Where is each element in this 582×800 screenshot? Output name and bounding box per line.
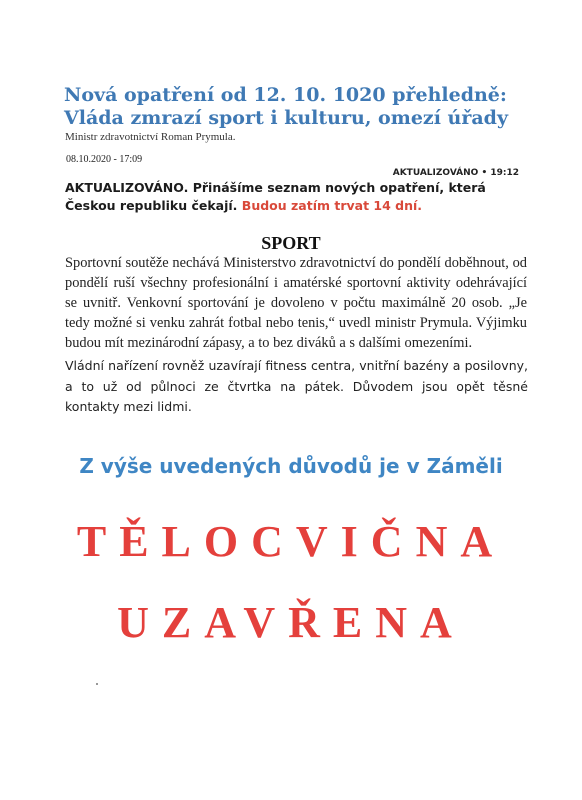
- publish-date: 08.10.2020 - 17:09: [66, 154, 143, 165]
- article-paragraph-1: Sportovní soutěže nechává Ministerstvo zdravotnictví do pondělí doběhnout, od pondělí ruší všechny profesionální i amatérské sportovní aktivity odehrávající se uvnitř. Venkovní sportování je dovoleno v počtu maximálně 20 osob. „Je tedy možné si venku zahrát fotbal nebo tenis,“ uvedl ministr Prymula. Výjimku budou mít mezinárodní zápasy, a to bez diváků a s dalšími omezeními.: [65, 255, 527, 351]
- lead-text: AKTUALIZOVÁNO. Přinášíme seznam nových opatření, která Českou republiku čekají.: [65, 180, 486, 213]
- notice-closed-label: UZAVŘENA: [117, 598, 465, 647]
- headline-line-2: Vláda zmrazí sport i kulturu, omezí úřady: [64, 107, 508, 129]
- article-headline: [64, 84, 544, 130]
- section-title-sport: SPORT: [261, 233, 321, 253]
- lead-highlight: Budou zatím trvat 14 dní.: [241, 198, 423, 213]
- notice-gym-label: TĚLOCVIČNA: [76, 517, 506, 566]
- article-lead: [65, 179, 527, 215]
- headline-line-1: Nová opatření od 12. 10. 1020 přehledně:: [64, 84, 507, 106]
- article-paragraph-2: Vládní nařízení rovněž uzavírají fitness centra, vnitřní bazény a posilovny, a to už od půlnoci ze čtvrtka na pátek. Důvodem jsou opět těsné kontakty mezi lidmi.: [65, 358, 528, 414]
- updated-timestamp: AKTUALIZOVÁNO • 19:12: [392, 168, 519, 178]
- scan-speck: [96, 683, 98, 685]
- notice-reason-line: Z výše uvedených důvodů je v Záměli: [79, 454, 503, 478]
- photo-caption: Ministr zdravotnictví Roman Prymula.: [65, 131, 236, 143]
